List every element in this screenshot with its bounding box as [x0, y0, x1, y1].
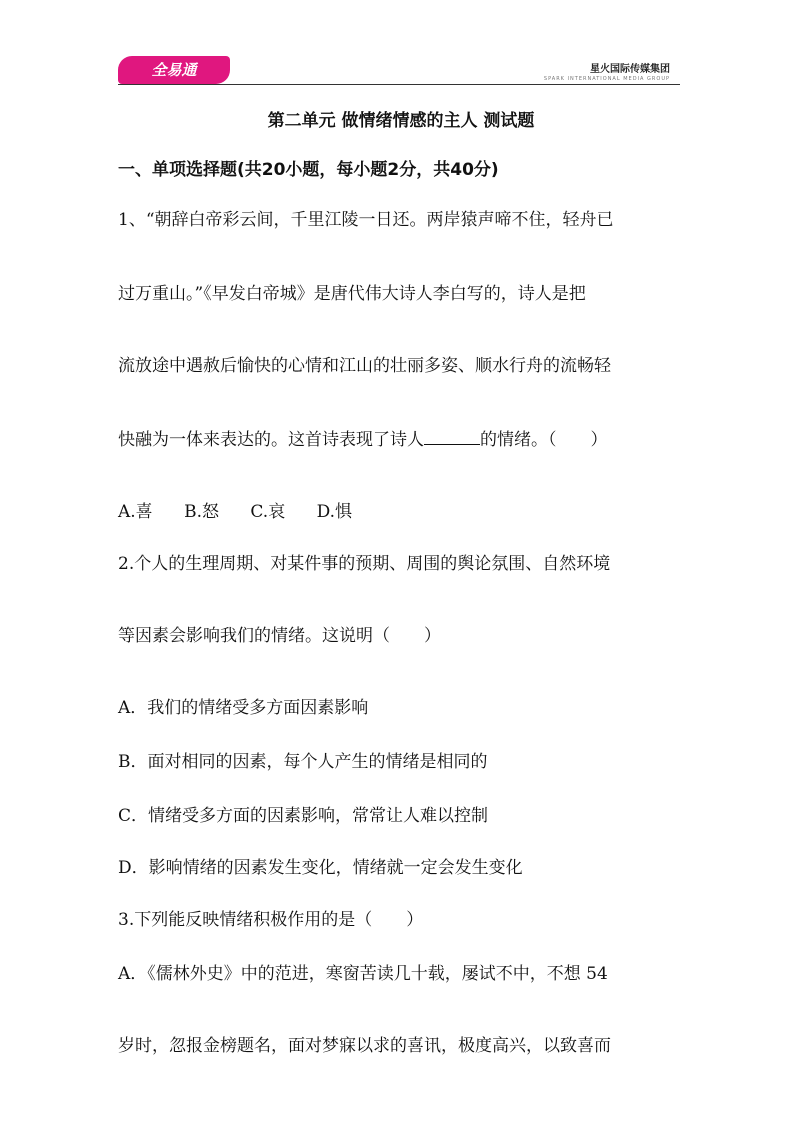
question-1 — [118, 190, 684, 538]
question-3 — [118, 894, 684, 1090]
question-text-line: 1、“朝辞白帝彩云间，千里江陵一日还。两岸猿声啼不住，轻舟已 — [118, 210, 614, 230]
question-2 — [118, 538, 684, 894]
page-header — [0, 0, 800, 92]
option-a[interactable]: A．我们的情绪受多方面因素影响 — [118, 698, 369, 718]
answer-blank[interactable] — [424, 430, 480, 445]
question-text-line — [118, 394, 684, 486]
option-c[interactable]: C.哀 — [250, 502, 286, 522]
option-b[interactable]: B.怒 — [184, 502, 219, 522]
option-row — [118, 486, 684, 538]
question-text-line: 3.下列能反映情绪积极作用的是（ ） — [118, 910, 424, 930]
section-heading: 一、单项选择题(共20小题，每小题2分，共40分) — [118, 160, 499, 180]
question-text-line: 流放途中遇赦后愉快的心情和江山的壮丽多姿、顺水行舟的流畅轻 — [118, 356, 611, 376]
publisher-name-en: SPARK INTERNATIONAL MEDIA GROUP — [543, 76, 670, 82]
option-a-continued: 岁时，忽报金榜题名，面对梦寐以求的喜讯，极度高兴，以致喜而 — [118, 1036, 611, 1056]
publisher-name: 星火国际传媒集团 — [590, 64, 670, 75]
brand-logo: 全易通 — [118, 56, 230, 84]
question-text-line: 等因素会影响我们的情绪。这说明（ ） — [118, 626, 441, 646]
option-b[interactable]: B．面对相同的因素，每个人产生的情绪是相同的 — [118, 752, 488, 772]
question-text-segment: 的情绪。（ ） — [480, 430, 608, 450]
header-divider — [118, 84, 680, 85]
option-a[interactable]: A．《儒林外史》中的范进，寒窗苦读几十载，屡试不中，不想 54 — [118, 964, 608, 984]
question-text-line: 2.个人的生理周期、对某件事的预期、周围的舆论氛围、自然环境 — [118, 554, 611, 574]
option-a[interactable]: A.喜 — [118, 502, 153, 522]
option-d[interactable]: D.惧 — [316, 502, 353, 522]
publisher-brand — [544, 60, 670, 82]
option-c[interactable]: C．情绪受多方面的因素影响，常常让人难以控制 — [118, 806, 489, 826]
question-text-line: 过万重山。”《早发白帝城》是唐代伟大诗人李白写的，诗人是把 — [118, 284, 586, 304]
option-d[interactable]: D．影响情绪的因素发生变化，情绪就一定会发生变化 — [118, 858, 523, 878]
question-text-segment: 快融为一体来表达的。这首诗表现了诗人 — [118, 430, 424, 450]
page-title: 第二单元 做情绪情感的主人 测试题 — [267, 111, 535, 131]
document-body — [118, 100, 684, 1090]
